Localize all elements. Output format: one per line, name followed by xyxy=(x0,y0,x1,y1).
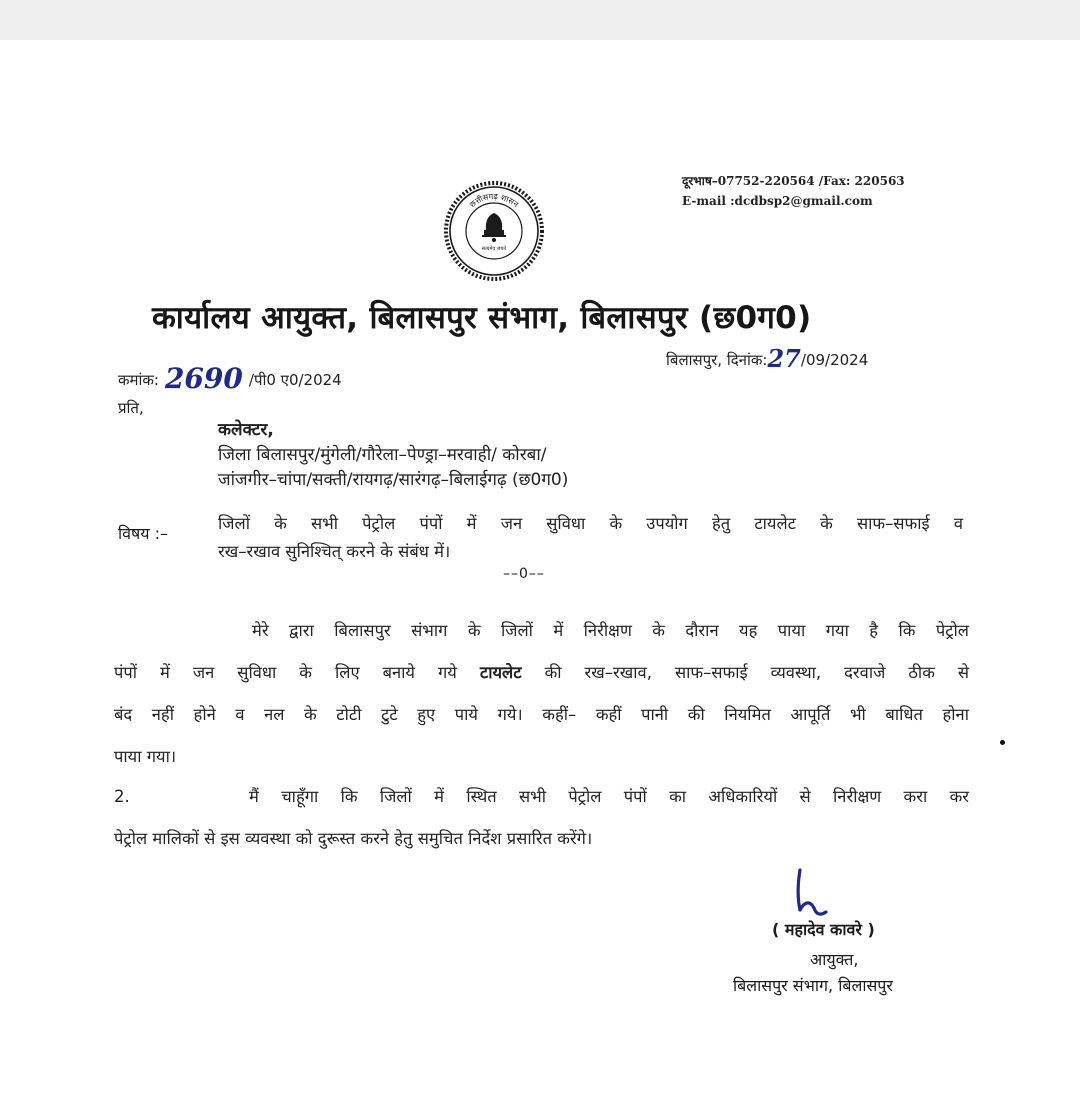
reference-number xyxy=(118,362,342,395)
handwritten-ref-number: 2690 xyxy=(164,362,243,395)
emblem-motto: सत्यमेव जयते xyxy=(481,246,507,252)
place-date xyxy=(666,344,868,373)
date-rest: /09/2024 xyxy=(800,351,869,369)
email-address: E-mail :dcdbsp2@gmail.com xyxy=(682,194,873,208)
p1-line-3: बंद नहीं होने व नल के टोटी टुटे हुए पाये गये। कहीं– कहीं पानी की नियमित आपूर्ति भी बाधित होना xyxy=(114,705,969,724)
screenshot-top-band xyxy=(0,0,1080,40)
handwritten-signature-mark xyxy=(790,866,846,922)
contact-info xyxy=(682,171,905,211)
signatory-name: ( महादेव कावरे ) xyxy=(772,920,875,939)
recipient-title: कलेक्टर, xyxy=(218,420,274,440)
lion-capital-icon xyxy=(482,213,506,242)
p1-line-2a: पंपों में जन सुविधा के लिए बनाये गये xyxy=(114,663,457,682)
recipient-address xyxy=(218,418,568,493)
government-emblem-seal xyxy=(443,180,545,282)
signatory-office: बिलासपुर संभाग, बिलासपुर xyxy=(733,976,893,995)
body-paragraph-1 xyxy=(114,610,969,778)
p2-number: 2. xyxy=(114,787,130,806)
place-date-label: बिलासपुर, दिनांक: xyxy=(666,351,768,369)
subject-label: विषय :– xyxy=(118,524,169,543)
prati-label: प्रति, xyxy=(118,399,144,417)
svg-text:छत्तीसगढ़ शासन xyxy=(468,192,521,210)
reference-label: कमांक: xyxy=(118,371,159,389)
body-paragraph-2 xyxy=(114,776,969,860)
p1-line-1: मेरे द्वारा बिलासपुर संभाग के जिलों में निरीक्षण के दौरान यह पाया गया है कि पेट्रोल xyxy=(252,621,969,640)
phone-fax: दूरभाष–07752-220564 /Fax: 220563 xyxy=(682,174,905,188)
recipient-line-1: जिला बिलासपुर/मुंगेली/गौरेला–पेण्ड्रा–मरवाही/ कोरबा/ xyxy=(218,445,547,465)
office-title: कार्यालय आयुक्त, बिलासपुर संभाग, बिलासपुर (छ0ग0) xyxy=(152,300,812,336)
emblem-ring-text: छत्तीसगढ़ शासन xyxy=(467,191,521,210)
section-divider: ––0–– xyxy=(503,566,545,582)
subject-line-2: रख–रखाव सुनिश्चित् करने के संबंध में। xyxy=(218,542,451,561)
subject-text xyxy=(218,510,963,566)
reference-suffix: /पी0 ए0/2024 xyxy=(248,371,342,389)
subject-line-1: जिलों के सभी पेट्रोल पंपों में जन सुविधा के उपयोग हेतु टायलेट के साफ–सफाई व xyxy=(218,514,963,533)
ink-speck xyxy=(1000,740,1005,745)
handwritten-day: 27 xyxy=(767,344,801,373)
p1-bold-word: टायलेट xyxy=(479,663,522,682)
p2-line-2: पेट्रोल मालिकों से इस व्यवस्था को दुरूस्त करने हेतु समुचित निर्देश प्रसारित करेंगे। xyxy=(114,829,593,848)
p2-line-1: मैं चाहूँगा कि जिलों में स्थित सभी पेट्रोल पंपों का अधिकारियों से निरीक्षण करा कर xyxy=(249,787,969,806)
p1-line-4: पाया गया। xyxy=(114,747,177,766)
recipient-line-2: जांजगीर–चांपा/सक्ती/रायगढ़/सारंगढ़–बिलाईगढ़ (छ0ग0) xyxy=(218,470,569,490)
p1-line-2b: की रख–रखाव, साफ–सफाई व्यवस्था, दरवाजे ठीक से xyxy=(544,663,970,682)
signatory-designation: आयुक्त, xyxy=(810,950,859,969)
